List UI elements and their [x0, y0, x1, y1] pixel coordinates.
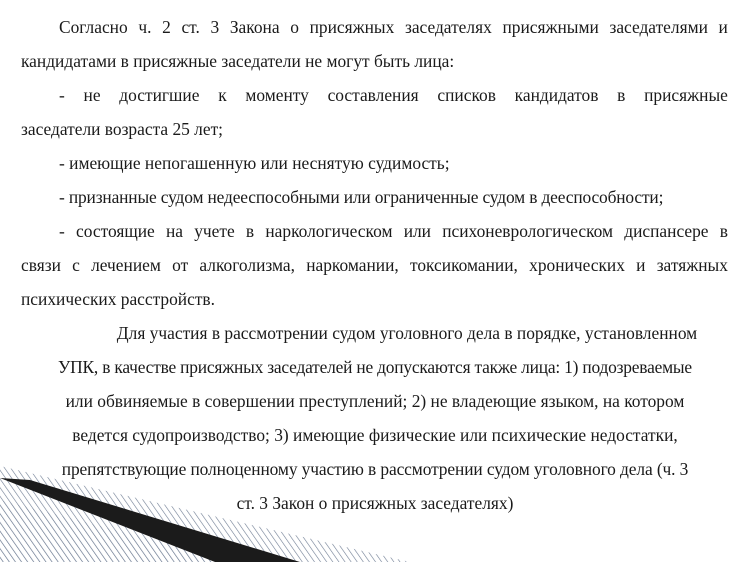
item1-line1: [59, 78, 728, 112]
item1-word: моменту: [245, 85, 309, 105]
item1-word: -: [59, 85, 65, 105]
para1-word: заседателях: [404, 17, 492, 37]
item4-word: хронических: [529, 255, 625, 275]
item4-word: или: [403, 221, 431, 241]
para1-word: присяжных: [309, 17, 395, 37]
item4-word: наркомании,: [306, 255, 399, 275]
item4-word: психоневрологическом: [442, 221, 614, 241]
item4-word: затяжных: [656, 255, 728, 275]
item4-word: в: [719, 221, 728, 241]
item4-word: -: [59, 221, 65, 241]
para2-line1: Для участия в рассмотрении судом уголовного дела в порядке, установленном: [116, 323, 698, 343]
para1-line2: кандидатами в присяжные заседатели не могут быть лица:: [21, 51, 455, 71]
item4-word: и: [636, 255, 646, 275]
para1-word: Закона: [229, 17, 280, 37]
para2-line3: или обвиняемые в совершении преступлений; 2) не владеющие языком, на котором: [65, 391, 685, 411]
para1-word: 2: [162, 17, 171, 37]
item4-word: на: [165, 221, 183, 241]
para1-word: заседателями: [609, 17, 708, 37]
item1-word: к: [218, 85, 227, 105]
item4-word: учете: [194, 221, 235, 241]
item1-word: кандидатов: [514, 85, 599, 105]
item4-word: алкоголизма,: [199, 255, 295, 275]
para1-word: 3: [210, 17, 220, 37]
para1-word: присяжными: [502, 17, 599, 37]
item1-word: не: [83, 85, 101, 105]
para1-line1: [59, 10, 728, 44]
item4-word: в: [245, 221, 255, 241]
para1-word: и: [718, 17, 728, 37]
item1-word: достигшие: [119, 85, 200, 105]
para1-word: о: [290, 17, 299, 37]
item4-word: лечением: [91, 255, 161, 275]
item4-line1: [59, 214, 728, 248]
item4-word: с: [72, 255, 80, 275]
item4-line2: [21, 248, 728, 282]
item1-line2: заседатели возраста 25 лет;: [21, 119, 224, 139]
item3-line: - признанные судом недееспособными или ограниченные судом в дееспособности;: [59, 187, 664, 207]
para1-word: ч.: [138, 17, 152, 37]
item4-line3: психических расстройств.: [21, 289, 215, 309]
item1-word: в: [617, 85, 626, 105]
item1-word: составления: [327, 85, 419, 105]
item4-word: диспансере: [624, 221, 709, 241]
para2-line6: ст. 3 Закон о присяжных заседателях): [236, 493, 514, 513]
para2-line4: ведется судопроизводство; 3) имеющие физические или психические недостатки,: [72, 425, 678, 445]
item2-line: - имеющие непогашенную или неснятую судимость;: [59, 153, 450, 173]
item1-word: присяжные: [644, 85, 728, 105]
para1-word: Согласно: [59, 17, 128, 37]
para2-line5: препятствующие полноценному участию в рассмотрении судом уголовного дела (ч. 3: [61, 459, 689, 479]
item4-word: связи: [21, 255, 61, 275]
item4-word: наркологическом: [265, 221, 393, 241]
item1-word: списков: [437, 85, 496, 105]
para1-word: ст.: [181, 17, 200, 37]
item4-word: состоящие: [76, 221, 155, 241]
para2-line2: УПК, в качестве присяжных заседателей не допускаются также лица: 1) подозреваемые: [58, 357, 692, 377]
item4-word: токсикомании,: [409, 255, 518, 275]
item4-word: от: [172, 255, 189, 275]
